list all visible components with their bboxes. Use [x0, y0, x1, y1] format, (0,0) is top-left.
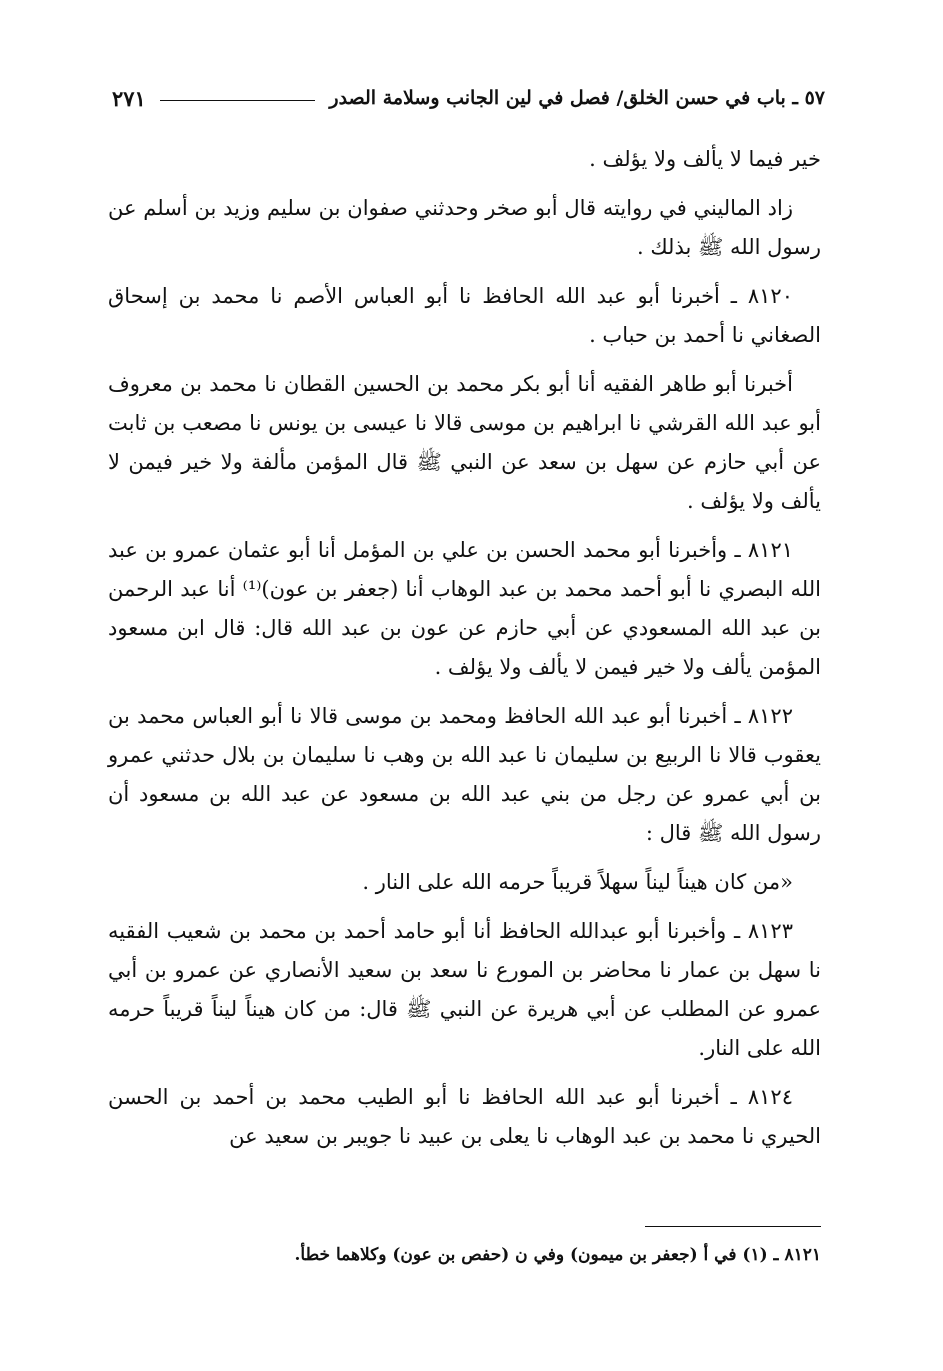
hadith-8122: ٨١٢٢ ـ أخبرنا أبو عبد الله الحافظ ومحمد بن موسى قالا نا أبو العباس محمد بن يعقوب قالا نا الربيع بن سليمان نا عبد الله بن وهب نا سليمان بن بلال حدثني عمرو بن أبي عمرو عن رجل من بني عبد الله بن مسعود عن عبد الله بن مسعود أن رسول الله ﷺ قال : — [108, 704, 821, 845]
hadith-8123: ٨١٢٣ ـ وأخبرنا أبو عبدالله الحافظ أنا أبو حامد أحمد بن محمد بن شعيب الفقيه نا سهل بن عمار نا محاضر بن المورع نا سعد بن سعيد الأنصاري عن عمرو بن أبي عمرو عن المطلب عن أبي هريرة عن النبي ﷺ قال: من كان هيناً ليناً قريباً حرمه الله على النار. — [108, 919, 821, 1060]
header-title: ٥٧ ـ باب في حسن الخلق/ فصل في لين الجانب وسلامة الصدر — [329, 87, 825, 109]
hadith-8121: ٨١٢١ ـ وأخبرنا أبو محمد الحسن بن علي بن المؤمل أنا أبو عثمان عمرو بن عبد الله البصري نا أبو أحمد محمد بن عبد الوهاب أنا (جعفر بن عون)⁽¹⁾ أنا عبد الرحمن بن عبد الله المسعودي عن أبي حازم عن عون بن عبد الله قال: قال ابن مسعود المؤمن يألف ولا خير فيمن لا يألف ولا يؤلف . — [108, 538, 821, 679]
header-rule — [160, 100, 316, 101]
footnote: ٨١٢١ ـ (١) في أ (جعفر بن ميمون) وفي ن (حفص بن عون) وكلاهما خطأ. — [294, 1245, 821, 1265]
paragraph: أخبرنا أبو طاهر الفقيه أنا أبو بكر محمد بن الحسين القطان نا محمد بن معروف أبو عبد الله القرشي نا ابراهيم بن موسى قالا نا عيسى بن يونس نا مصعب بن ثابت عن أبي حازم عن سهل بن سعد عن النبي ﷺ قال المؤمن مألفة ولا خير فيمن لا يألف ولا يؤلف . — [108, 372, 821, 513]
body-text — [108, 140, 821, 1166]
hadith-8120: ٨١٢٠ ـ أخبرنا أبو عبد الله الحافظ نا أبو العباس الأصم نا محمد بن إسحاق الصغاني نا أحمد بن حباب . — [108, 284, 821, 347]
paragraph-continuation: خير فيما لا يألف ولا يؤلف . — [589, 147, 821, 171]
running-header — [112, 80, 825, 116]
paragraph: زاد الماليني في روايته قال أبو صخر وحدثني صفوان بن سليم وزيد بن أسلم عن رسول الله ﷺ بذلك . — [108, 196, 821, 259]
hadith-quote: «من كان هيناً ليناً سهلاً قريباً حرمه الله على النار . — [362, 870, 793, 894]
footnote-rule — [645, 1226, 821, 1227]
hadith-8124: ٨١٢٤ ـ أخبرنا أبو عبد الله الحافظ نا أبو الطيب محمد بن أحمد بن الحسن الحيري نا محمد بن عبد الوهاب نا يعلى بن عبيد نا جويبر بن سعيد عن — [108, 1085, 821, 1148]
page-number: ٢٧١ — [112, 85, 146, 111]
